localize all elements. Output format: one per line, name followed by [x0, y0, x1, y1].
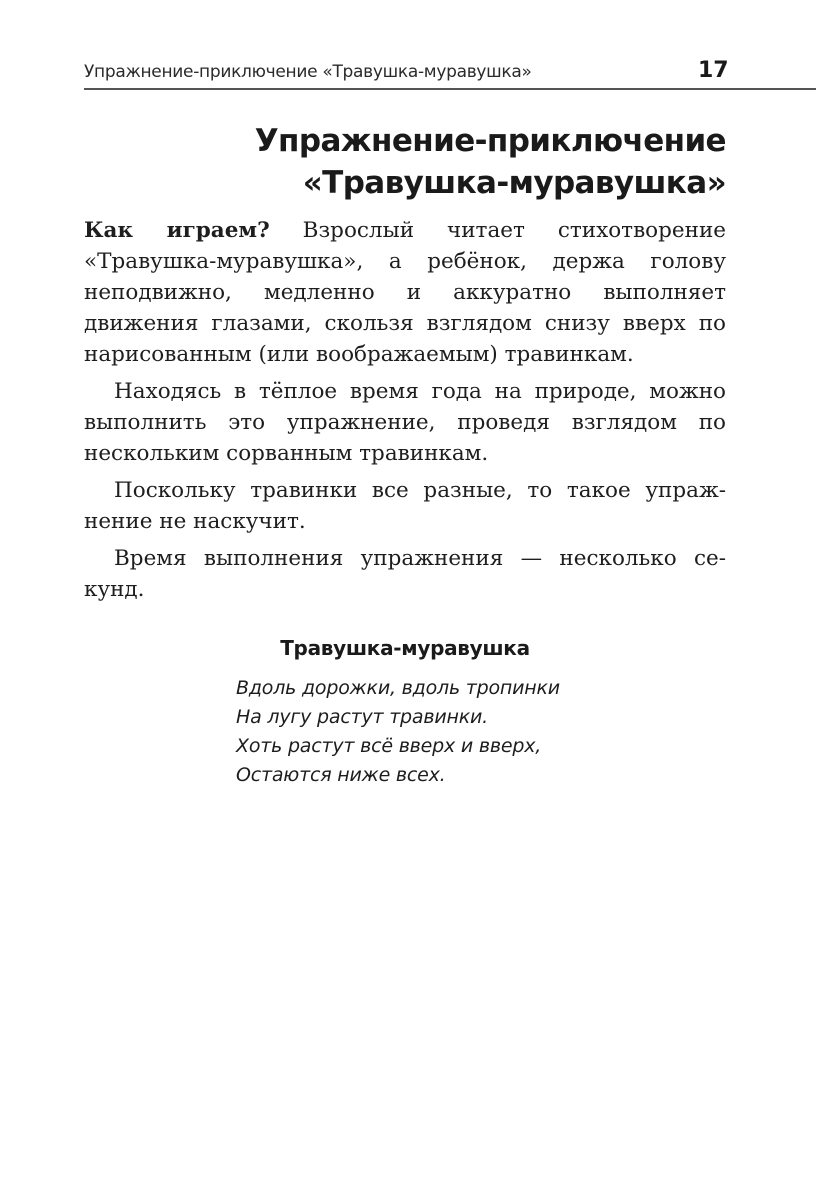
paragraph-duration: Время выполнения упражнения — несколько секунд. — [84, 546, 726, 602]
body-text — [84, 215, 726, 611]
lead-in: Как играем? — [84, 218, 270, 243]
paragraph-text: Взрослый читает стихотворение «Травушка-муравушка», а ребёнок, держа голову неподвижно, медленно и аккуратно выполняет движения глазами, скользя взглядом снизу вверх по нарисованным (или воображаемым) травинкам. — [84, 218, 726, 367]
paragraph-how-to-play — [84, 215, 726, 370]
poem-line: Остаются ниже всех. — [236, 764, 446, 786]
poem-line: Вдоль дорожки, вдоль тропинки — [236, 677, 560, 699]
poem — [236, 674, 560, 790]
poem-line: Хоть растут всё вверх и вверх, — [236, 735, 542, 757]
section-heading-line-2: «Травушка-муравушка» — [302, 165, 726, 201]
paragraph-variety: Поскольку травинки все разные, то такое упражнение не наскучит. — [84, 478, 726, 534]
section-heading-line-1: Упражнение-приключение — [254, 123, 726, 159]
paragraph-outdoors: Находясь в тёплое время года на природе, можно выполнить это упражнение, проведя взглядом по нескольким сорванным травинкам. — [84, 379, 726, 466]
running-head — [84, 58, 816, 90]
poem-line: На лугу растут травинки. — [236, 706, 488, 728]
section-heading — [84, 120, 726, 204]
page-number: 17 — [698, 58, 729, 83]
running-head-title: Упражнение-приключение «Травушка-муравушка» — [84, 62, 532, 82]
poem-title: Травушка-муравушка — [280, 636, 530, 660]
